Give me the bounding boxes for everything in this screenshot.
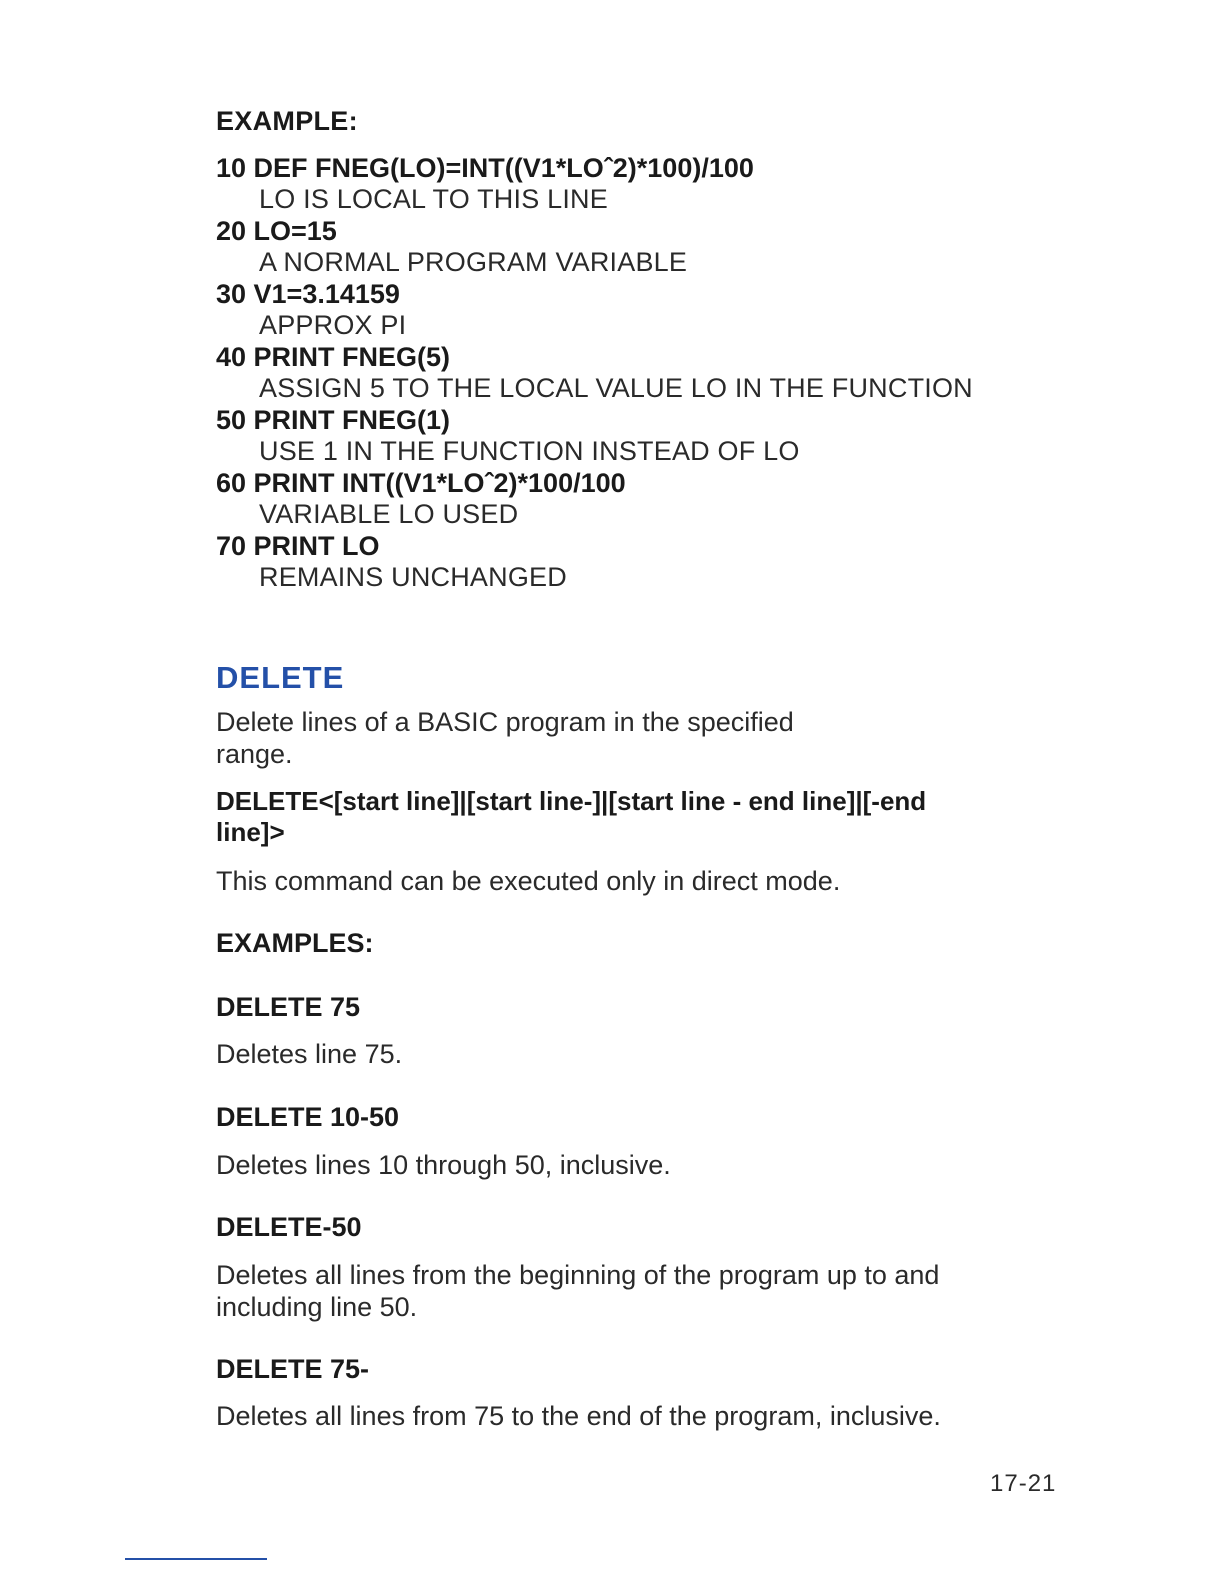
example-heading: EXAMPLE: [216,106,358,136]
code-comment: REMAINS UNCHANGED [259,562,567,592]
code-comment: A NORMAL PROGRAM VARIABLE [259,247,688,277]
delete-description: Delete lines of a BASIC program in the specified range. [216,707,794,769]
code-comment: VARIABLE LO USED [259,499,519,529]
example-description: Deletes all lines from the beginning of the program up to and including line 50. [216,1260,940,1322]
footer-rule [125,1558,267,1560]
code-listing [216,152,1036,593]
example-description: Deletes line 75. [216,1039,403,1069]
code-comment: APPROX PI [259,310,407,340]
delete-note: This command can be executed only in direct mode. [216,866,841,896]
code-line: 30 V1=3.14159 [216,279,400,309]
code-line: 10 DEF FNEG(LO)=INT((V1*LOˆ2)*100)/100 [216,153,754,183]
code-line: 20 LO=15 [216,216,337,246]
delete-syntax: DELETE<[start line]|[start line-]|[start line - end line]|[-end line]> [216,786,927,847]
example-command: DELETE 75 [216,992,361,1022]
code-comment: ASSIGN 5 TO THE LOCAL VALUE LO IN THE FUNCTION [259,373,973,403]
example-description: Deletes lines 10 through 50, inclusive. [216,1150,671,1180]
code-line: 50 PRINT FNEG(1) [216,405,451,435]
code-line: 60 PRINT INT((V1*LOˆ2)*100/100 [216,468,626,498]
example-command: DELETE 75- [216,1354,370,1384]
page-number: 17-21 [990,1470,1057,1497]
example-command: DELETE 10-50 [216,1102,400,1132]
section-heading-delete: DELETE [216,660,345,695]
examples-heading: EXAMPLES: [216,928,374,958]
code-comment: LO IS LOCAL TO THIS LINE [259,184,608,214]
example-description: Deletes all lines from 75 to the end of the program, inclusive. [216,1401,941,1431]
code-comment: USE 1 IN THE FUNCTION INSTEAD OF LO [259,436,800,466]
example-command: DELETE-50 [216,1212,362,1242]
code-line: 70 PRINT LO [216,531,380,561]
code-line: 40 PRINT FNEG(5) [216,342,451,372]
